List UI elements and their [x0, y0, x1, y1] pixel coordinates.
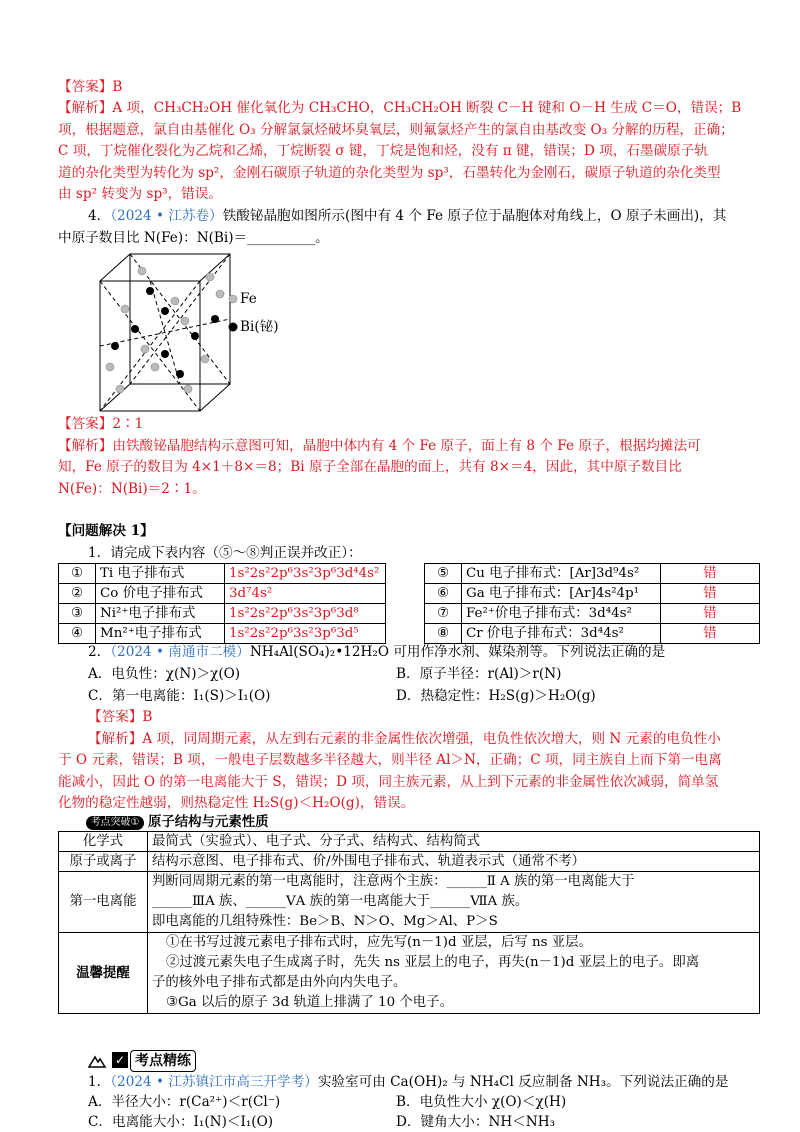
fe-atoms	[106, 267, 224, 393]
table-row	[59, 933, 760, 1014]
fe-atom	[116, 385, 124, 393]
fe-atom	[106, 363, 114, 371]
row-label: Fe²⁺价电子排布式：3d⁴4s²	[462, 604, 661, 624]
option-a: A．电负性：χ(N)＞χ(O)	[88, 666, 241, 682]
fe-atom	[151, 363, 159, 371]
row-number: ⑤	[425, 564, 462, 584]
table-gap	[386, 564, 425, 584]
question-number: 1．	[88, 1074, 111, 1090]
bi-atom	[161, 350, 169, 358]
key-points-table	[58, 831, 760, 1014]
ionization-line: 即电离能的几组特殊性：Be＞B、N＞O、Mg＞Al、P＞S	[152, 914, 498, 929]
explanation-label: 【解析】	[58, 438, 113, 454]
row-label: Cr 价电子排布式：3d⁴4s²	[462, 624, 661, 644]
tip-line: ①在书写过渡元素电子排布式时，应先写(n－1)d 亚层，后写 ns 亚层。	[166, 935, 592, 950]
table-row	[59, 624, 760, 644]
answer-label: 【答案】	[58, 79, 113, 95]
bi-atom	[191, 332, 199, 340]
row-body	[148, 933, 760, 1014]
problem-title: 【问题解决 1】	[58, 523, 154, 539]
practice-option-a: A．半径大小：r(Ca²⁺)＜r(Cl⁻)	[88, 1094, 281, 1110]
tip-line: ③Ga 以后的原子 3d 轨道上排满了 10 个电子。	[166, 995, 453, 1010]
question-source: （2024 • 南通市二模）	[110, 644, 250, 660]
row-number: ③	[59, 604, 96, 624]
question-text: NH₄Al(SO₄)₂•12H₂O 可用作净水剂、媒染剂等。下列说法正确的是	[249, 644, 666, 660]
section-pill: 考点突破①	[86, 816, 144, 830]
fe-atom	[138, 267, 146, 275]
row-number: ⑧	[425, 624, 462, 644]
explanation-line: 道的杂化类型为转化为 sp²，金刚石碳原子轨道的杂化类型为 sp³，石墨转化为金刚石，碳原子轨道的杂化类型	[58, 165, 721, 181]
row-body	[148, 872, 760, 933]
row-number: ⑦	[425, 604, 462, 624]
explanation-line: C 项，丁烷催化裂化为乙烷和乙烯，丁烷断裂 σ 键，丁烷是饱和烃，没有 π 键，错误；D 项，石墨碳原子轨	[58, 143, 708, 159]
row-value: 1s²2s²2p⁶3s²3p⁶3d⁸	[225, 604, 386, 624]
ionization-line: 判断同周期元素的第一电离能时，注意两个主族：______Ⅱ A 族的第一电离能大于	[152, 874, 635, 889]
explanation-line: 由 sp² 转变为 sp³，错误。	[58, 186, 222, 202]
row-judgement: 错	[661, 624, 760, 644]
answer-label: 【答案】	[88, 709, 143, 725]
bi-atom	[111, 342, 119, 350]
table-row	[59, 584, 760, 604]
tip-line: 子的核外电子排布式都是由外向内失电子。	[152, 975, 407, 990]
explanation-line	[58, 436, 758, 456]
row-head: 温馨提醒	[59, 933, 148, 1014]
row-label: Ga 电子排布式：[Ar]4s²4p¹	[462, 584, 661, 604]
row-judgement: 错	[661, 584, 760, 604]
answer-line	[88, 707, 788, 727]
explanation-label: 【解析】	[58, 100, 113, 116]
explanation-text: A 项，同周期元素，从左到右元素的非金属性依次增强，电负性依次增大，则 N 元素的电负性小	[142, 731, 721, 747]
question-4-stem	[88, 206, 788, 226]
table-gap	[386, 624, 425, 644]
legend-bi-label: Bi(铋)	[240, 319, 279, 335]
table-row	[59, 852, 760, 872]
answer-value: B	[142, 709, 153, 725]
row-number: ⑥	[425, 584, 462, 604]
practice-option-d: D．键角大小：NH＜NH₃	[396, 1114, 556, 1130]
row-label: Co 价电子排布式	[96, 584, 225, 604]
option-c: C．第一电离能：I₁(S)＞I₁(O)	[88, 688, 271, 704]
problem-q1: 1．请完成下表内容（⑤～⑧判正误并改正）：	[88, 545, 362, 561]
tip-line: ②过渡元素失电子生成离子时，先失 ns 亚层上的电子，再失(n－1)d 亚层上的电子。即离	[166, 955, 700, 970]
row-head: 化学式	[59, 832, 148, 852]
answer-line	[58, 77, 758, 97]
electron-config-table	[58, 563, 760, 644]
practice-option-b: B．电负性大小 χ(O)＜χ(H)	[396, 1094, 567, 1110]
row-value: 1s²2s²2p⁶3s²3p⁶3d⁴4s²	[225, 564, 386, 584]
table-row	[59, 564, 760, 584]
question-number: 2．	[88, 644, 111, 660]
check-icon: ✓	[112, 1052, 128, 1068]
legend-fe-marker	[229, 295, 237, 303]
row-number: ④	[59, 624, 96, 644]
fe-atom	[184, 385, 192, 393]
bi-atom	[161, 307, 169, 315]
section-title: 原子结构与元素性质	[148, 814, 269, 830]
row-head: 原子或离子	[59, 852, 148, 872]
question-source: （2024 • 江苏镇江市高三开学考）	[110, 1074, 318, 1090]
fe-atom	[141, 345, 149, 353]
problem-q2	[88, 642, 788, 662]
fe-atom	[206, 273, 214, 281]
practice-icon	[86, 1053, 108, 1069]
fe-atom	[216, 290, 224, 298]
question-text: 实验室可由 Ca(OH)₂ 与 NH₄Cl 反应制备 NH₃。下列说法正确的是	[317, 1074, 729, 1090]
answer-label: 【答案】	[58, 416, 113, 432]
fe-atom	[121, 305, 129, 313]
table-gap	[386, 584, 425, 604]
answer-line	[58, 414, 758, 434]
row-judgement: 错	[661, 604, 760, 624]
question-source: （2024 • 江苏卷）	[110, 208, 223, 224]
explanation-line: 能减小，因此 O 的第一电离能大于 S，错误；D 项，同主族元素，从上到下元素的非金属性依次减弱，简单氢	[58, 774, 719, 790]
row-value: 3d⁷4s²	[225, 584, 386, 604]
fe-atom	[181, 317, 189, 325]
legend-bi-marker	[229, 323, 238, 332]
fe-atom	[171, 297, 179, 305]
bi-atom	[131, 325, 139, 333]
explanation-label: 【解析】	[88, 731, 143, 747]
question-number: 4．	[88, 208, 111, 224]
option-b: B．原子半径：r(Al)＞r(N)	[396, 666, 562, 682]
legend-fe-label: Fe	[240, 291, 257, 307]
practice-option-c: C．电离能大小：I₁(N)＜I₁(O)	[88, 1114, 274, 1130]
explanation-line: 项，根据题意，氯自由基催化 O₃ 分解氯氯烃破坏臭氧层，则氟氯烃产生的氯自由基改变 O₃ 分解的历程，正确；	[58, 122, 734, 138]
bi-atom	[176, 370, 184, 378]
row-number: ②	[59, 584, 96, 604]
row-number: ①	[59, 564, 96, 584]
row-label: Ni²⁺电子排布式	[96, 604, 225, 624]
explanation-line: 于 O 元素，错误；B 项，一般电子层数越多半径越大，则半径 Al＞N，正确；C 项，同主族自上而下第一电离	[58, 752, 722, 768]
fe-atom	[201, 355, 209, 363]
table-row	[59, 832, 760, 852]
row-head: 第一电离能	[59, 872, 148, 933]
option-d: D．热稳定性：H₂S(g)＞H₂O(g)	[396, 688, 596, 704]
bi-atom	[146, 287, 154, 295]
practice-q1	[88, 1072, 788, 1092]
row-judgement: 错	[661, 564, 760, 584]
explanation-text: 由铁酸铋晶胞结构示意图可知，晶胞中体内有 4 个 Fe 原子，面上有 8 个 Fe 原子，根据均摊法可	[112, 438, 701, 454]
explanation-line: 知，Fe 原子的数目为 4×1＋8×＝8；Bi 原子全部在晶胞的面上，共有 8×＝4，因此，其中原子数目比	[58, 459, 682, 475]
question-4-stem-2: 中原子数目比 N(Fe)：N(Bi)＝__________。	[58, 230, 329, 246]
table-gap	[386, 604, 425, 624]
table-row	[59, 872, 760, 933]
answer-value: 2∶1	[112, 416, 144, 432]
row-body: 结构示意图、电子排布式、价/外围电子排布式、轨道表示式（通常不考）	[148, 852, 760, 872]
explanation-line	[58, 98, 758, 118]
practice-title: 考点精练	[130, 1050, 196, 1072]
row-label: Mn²⁺电子排布式	[96, 624, 225, 644]
answer-value: B	[112, 79, 123, 95]
question-text: 铁酸铋晶胞如图所示(图中有 4 个 Fe 原子位于晶胞体对角线上，O 原子未画出)，其	[222, 208, 727, 224]
explanation-text: A 项，CH₃CH₂OH 催化氧化为 CH₃CHO，CH₃CH₂OH 断裂 C－H 键和 O－H 生成 C＝O，错误；B	[112, 100, 742, 116]
table-row	[59, 604, 760, 624]
explanation-line: N(Fe)：N(Bi)＝2∶1。	[58, 481, 206, 497]
row-label: Cu 电子排布式：[Ar]3d⁹4s²	[462, 564, 661, 584]
row-value: 1s²2s²2p⁶3s²3p⁶3d⁵	[225, 624, 386, 644]
bi-atom	[211, 315, 219, 323]
explanation-line	[88, 729, 788, 749]
ionization-line: ______ⅢA 族、______ⅤA 族的第一电离能大于______ⅦA 族。	[152, 894, 529, 909]
row-body: 最简式（实验式）、电子式、分子式、结构式、结构简式	[148, 832, 760, 852]
row-label: Ti 电子排布式	[96, 564, 225, 584]
explanation-line: 化物的稳定性越弱，则热稳定性 H₂S(g)＜H₂O(g)，错误。	[58, 795, 415, 811]
